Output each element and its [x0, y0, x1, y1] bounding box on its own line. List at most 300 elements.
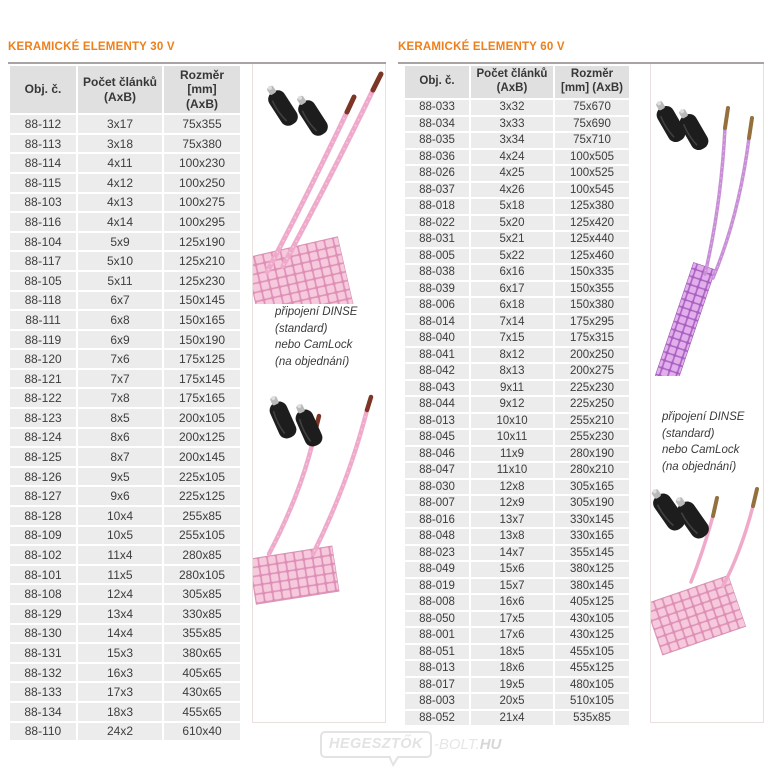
table-cell: 380x125: [555, 562, 629, 577]
table-cell: 88-050: [405, 612, 469, 627]
panel-body-60v: [398, 62, 764, 727]
table-cell: 4x14: [78, 213, 162, 231]
table-cell: 405x125: [555, 595, 629, 610]
table-cell: 88-003: [405, 694, 469, 709]
table-cell: 100x505: [555, 150, 629, 165]
table-cell: 75x380: [164, 135, 240, 153]
table-row: [10, 409, 240, 427]
table-row: [405, 694, 629, 709]
table-cell: 100x545: [555, 183, 629, 198]
table-row: [10, 664, 240, 682]
table-cell: 88-023: [405, 546, 469, 561]
table-cell: 24x2: [78, 723, 162, 741]
table-cell: 88-102: [10, 546, 76, 564]
table-cell: 125x210: [164, 252, 240, 270]
table-cell: 15x3: [78, 644, 162, 662]
table-row: [405, 579, 629, 594]
product-photo-60v-bottom: [651, 482, 765, 667]
table-cell: 88-013: [405, 414, 469, 429]
table-cell: 10x10: [471, 414, 553, 429]
table-cell: 88-022: [405, 216, 469, 231]
table-cell: 16x3: [78, 664, 162, 682]
table-cell: 100x250: [164, 174, 240, 192]
table-cell: 88-128: [10, 507, 76, 525]
table-cell: 88-131: [10, 644, 76, 662]
table-row: [10, 487, 240, 505]
table-cell: 18x3: [78, 703, 162, 721]
table-row: [10, 389, 240, 407]
table-row: [405, 166, 629, 181]
table-cell: 8x13: [471, 364, 553, 379]
table-cell: 8x12: [471, 348, 553, 363]
table-row: [10, 448, 240, 466]
table-cell: 19x5: [471, 678, 553, 693]
table-cell: 88-126: [10, 468, 76, 486]
panel-keramicke-elementy-60v: [398, 41, 764, 727]
table-cell: 150x165: [164, 311, 240, 329]
connection-note-30v: připojení DINSE (standard) nebo CamLock (na objednání): [275, 306, 358, 369]
table-cell: 255x105: [164, 527, 240, 545]
table-cell: 5x11: [78, 272, 162, 290]
table-cell: 13x8: [471, 529, 553, 544]
table-cell: 88-019: [405, 579, 469, 594]
table-cell: 88-005: [405, 249, 469, 264]
table-cell: 150x335: [555, 265, 629, 280]
table-cell: 430x65: [164, 683, 240, 701]
table-cell: 255x230: [555, 430, 629, 445]
table-row: [405, 315, 629, 330]
table-cell: 100x230: [164, 154, 240, 172]
table-cell: 17x5: [471, 612, 553, 627]
product-image-column-30v: [252, 64, 386, 723]
table-cell: 305x165: [555, 480, 629, 495]
table-cell: 88-039: [405, 282, 469, 297]
table-row: [405, 529, 629, 544]
table-cell: 3x33: [471, 117, 553, 132]
product-image-column-60v: [650, 64, 764, 723]
dinse-connector-icon: [261, 81, 301, 129]
table-cell: 355x85: [164, 625, 240, 643]
table-cell: 12x4: [78, 585, 162, 603]
table-cell: 88-035: [405, 133, 469, 148]
table-cell: 88-130: [10, 625, 76, 643]
table-row: [405, 711, 629, 726]
table-cell: 88-045: [405, 430, 469, 445]
table-cell: 11x9: [471, 447, 553, 462]
table-row: [405, 183, 629, 198]
table-cell: 430x105: [555, 612, 629, 627]
table-cell: 455x125: [555, 661, 629, 676]
table-cell: 9x12: [471, 397, 553, 412]
table-row: [405, 447, 629, 462]
table-header-row: [10, 66, 240, 113]
table-cell: 12x9: [471, 496, 553, 511]
table-cell: 150x355: [555, 282, 629, 297]
table-cell: 5x9: [78, 233, 162, 251]
table-cell: 17x6: [471, 628, 553, 643]
table-row: [10, 723, 240, 741]
table-cell: 88-006: [405, 298, 469, 313]
table-cell: 6x18: [471, 298, 553, 313]
col-header-rozmer: Rozměr [mm] (AxB): [164, 66, 240, 113]
table-cell: 88-030: [405, 480, 469, 495]
table-cell: 11x5: [78, 566, 162, 584]
table-row: [10, 350, 240, 368]
table-cell: 5x20: [471, 216, 553, 231]
table-cell: 3x18: [78, 135, 162, 153]
table-cell: 75x355: [164, 115, 240, 133]
table-cell: 88-052: [405, 711, 469, 726]
panel-body-30v: [8, 62, 386, 742]
table-row: [10, 154, 240, 172]
table-cell: 11x10: [471, 463, 553, 478]
table-row: [10, 703, 240, 721]
table-cell: 200x105: [164, 409, 240, 427]
table-row: [405, 414, 629, 429]
table-cell: 125x420: [555, 216, 629, 231]
table-cell: 125x190: [164, 233, 240, 251]
table-row: [10, 683, 240, 701]
table-row: [10, 311, 240, 329]
table-cell: 75x670: [555, 100, 629, 115]
table-cell: 5x10: [78, 252, 162, 270]
table-cell: 200x250: [555, 348, 629, 363]
table-cell: 20x5: [471, 694, 553, 709]
table-row: [405, 348, 629, 363]
table-cell: 4x11: [78, 154, 162, 172]
table-row: [405, 282, 629, 297]
table-cell: 10x4: [78, 507, 162, 525]
table-row: [10, 331, 240, 349]
table-row: [10, 468, 240, 486]
watermark-bubble: HEGESZTŐK: [320, 731, 432, 758]
table-cell: 88-017: [405, 678, 469, 693]
table-row: [405, 265, 629, 280]
table-cell: 175x315: [555, 331, 629, 346]
table-cell: 88-046: [405, 447, 469, 462]
table-row: [10, 429, 240, 447]
table-cell: 6x9: [78, 331, 162, 349]
table-cell: 88-013: [405, 661, 469, 676]
table-row: [405, 546, 629, 561]
table-cell: 88-105: [10, 272, 76, 290]
table-cell: 3x17: [78, 115, 162, 133]
table-row: [10, 566, 240, 584]
product-photo-30v-bottom: [253, 394, 389, 606]
table-cell: 125x440: [555, 232, 629, 247]
table-cell: 88-112: [10, 115, 76, 133]
dinse-connector-icon: [290, 401, 325, 449]
table-cell: 14x7: [471, 546, 553, 561]
table-cell: 88-008: [405, 595, 469, 610]
table-cell: 100x295: [164, 213, 240, 231]
table-cell: 88-038: [405, 265, 469, 280]
table-cell: 9x6: [78, 487, 162, 505]
table-cell: 10x5: [78, 527, 162, 545]
table-cell: 175x165: [164, 389, 240, 407]
table-cell: 16x6: [471, 595, 553, 610]
table-cell: 75x710: [555, 133, 629, 148]
table-cell: 255x210: [555, 414, 629, 429]
table-cell: 11x4: [78, 546, 162, 564]
table-cell: 125x460: [555, 249, 629, 264]
table-cell: 4x25: [471, 166, 553, 181]
table-cell: 88-127: [10, 487, 76, 505]
col-header-rozmer: Rozměr [mm] (AxB): [555, 66, 629, 98]
table-cell: 405x65: [164, 664, 240, 682]
table-cell: 88-049: [405, 562, 469, 577]
table-cell: 455x105: [555, 645, 629, 660]
table-cell: 255x85: [164, 507, 240, 525]
table-row: [10, 174, 240, 192]
table-cell: 4x26: [471, 183, 553, 198]
table-cell: 17x3: [78, 683, 162, 701]
table-cell: 88-122: [10, 389, 76, 407]
table-cell: 88-134: [10, 703, 76, 721]
table-cell: 9x5: [78, 468, 162, 486]
table-cell: 88-125: [10, 448, 76, 466]
table-cell: 305x85: [164, 585, 240, 603]
table-cell: 12x8: [471, 480, 553, 495]
table-cell: 10x11: [471, 430, 553, 445]
table-row: [10, 194, 240, 212]
table-row: [10, 507, 240, 525]
table-cell: 380x145: [555, 579, 629, 594]
table-cell: 4x13: [78, 194, 162, 212]
table-row: [10, 115, 240, 133]
panel-keramicke-elementy-30v: [8, 41, 386, 742]
table-cell: 510x105: [555, 694, 629, 709]
table-cell: 88-036: [405, 150, 469, 165]
table-row: [405, 232, 629, 247]
table-cell: 88-043: [405, 381, 469, 396]
table-row: [405, 430, 629, 445]
table-cell: 18x5: [471, 645, 553, 660]
table-cell: 8x5: [78, 409, 162, 427]
table-cell: 9x11: [471, 381, 553, 396]
table-cell: 88-018: [405, 199, 469, 214]
col-header-obj-c: Obj. č.: [405, 66, 469, 98]
table-cell: 8x7: [78, 448, 162, 466]
table-cell: 88-121: [10, 370, 76, 388]
table-row: [405, 150, 629, 165]
table-cell: 88-048: [405, 529, 469, 544]
table-cell: 88-031: [405, 232, 469, 247]
table-cell: 13x7: [471, 513, 553, 528]
table-cell: 88-044: [405, 397, 469, 412]
table-cell: 175x145: [164, 370, 240, 388]
table-cell: 88-042: [405, 364, 469, 379]
table-row: [405, 645, 629, 660]
table-cell: 88-040: [405, 331, 469, 346]
col-header-pocet-clanku: Počet článků (AxB): [471, 66, 553, 98]
table-row: [405, 117, 629, 132]
table-cell: 150x380: [555, 298, 629, 313]
col-header-obj-c: Obj. č.: [10, 66, 76, 113]
panel-title-30v: KERAMICKÉ ELEMENTY 30 V: [8, 41, 175, 53]
table-cell: 5x18: [471, 199, 553, 214]
table-row: [10, 233, 240, 251]
table-cell: 88-119: [10, 331, 76, 349]
table-cell: 6x8: [78, 311, 162, 329]
panel-title-60v: KERAMICKÉ ELEMENTY 60 V: [398, 41, 565, 53]
table-cell: 88-118: [10, 292, 76, 310]
table-row: [405, 381, 629, 396]
table-row: [10, 605, 240, 623]
table-cell: 355x145: [555, 546, 629, 561]
table-row: [10, 644, 240, 662]
table-cell: 4x12: [78, 174, 162, 192]
table-cell: 280x210: [555, 463, 629, 478]
table-cell: 5x21: [471, 232, 553, 247]
table-cell: 88-108: [10, 585, 76, 603]
table-cell: 225x250: [555, 397, 629, 412]
table-row: [10, 546, 240, 564]
table-cell: 175x295: [555, 315, 629, 330]
table-cell: 88-103: [10, 194, 76, 212]
table-row: [405, 364, 629, 379]
table-cell: 200x145: [164, 448, 240, 466]
table-row: [405, 216, 629, 231]
table-cell: 225x105: [164, 468, 240, 486]
connection-note-60v: připojení DINSE (standard) nebo CamLock (na objednání): [662, 411, 745, 474]
table-cell: 88-001: [405, 628, 469, 643]
table-cell: 225x230: [555, 381, 629, 396]
table-cell: 3x34: [471, 133, 553, 148]
table-cell: 380x65: [164, 644, 240, 662]
table-cell: 88-120: [10, 350, 76, 368]
table-cell: 480x105: [555, 678, 629, 693]
table-cell: 88-109: [10, 527, 76, 545]
table-cell: 88-114: [10, 154, 76, 172]
table-cell: 88-115: [10, 174, 76, 192]
table-cell: 7x14: [471, 315, 553, 330]
table-cell: 88-041: [405, 348, 469, 363]
table-cell: 88-026: [405, 166, 469, 181]
table-cell: 150x145: [164, 292, 240, 310]
table-cell: 280x190: [555, 447, 629, 462]
table-cell: 88-123: [10, 409, 76, 427]
table-cell: 15x7: [471, 579, 553, 594]
table-cell: 6x16: [471, 265, 553, 280]
watermark-logo: HEGESZTŐK -BOLT. HU: [320, 731, 501, 758]
table-cell: 330x145: [555, 513, 629, 528]
table-row: [405, 496, 629, 511]
table-cell: 100x275: [164, 194, 240, 212]
table-row: [10, 625, 240, 643]
table-row: [405, 249, 629, 264]
table-cell: 88-117: [10, 252, 76, 270]
table-row: [10, 370, 240, 388]
table-cell: 88-007: [405, 496, 469, 511]
table-cell: 430x125: [555, 628, 629, 643]
table-cell: 75x690: [555, 117, 629, 132]
table-row: [405, 397, 629, 412]
table-cell: 88-051: [405, 645, 469, 660]
col-header-pocet-clanku: Počet článků (AxB): [78, 66, 162, 113]
table-cell: 125x380: [555, 199, 629, 214]
table-cell: 88-047: [405, 463, 469, 478]
elements-table-60v: [403, 64, 631, 727]
table-row: [10, 135, 240, 153]
table-cell: 88-037: [405, 183, 469, 198]
table-cell: 305x190: [555, 496, 629, 511]
table-row: [10, 527, 240, 545]
table-cell: 100x525: [555, 166, 629, 181]
table-cell: 88-104: [10, 233, 76, 251]
table-cell: 280x105: [164, 566, 240, 584]
table-cell: 225x125: [164, 487, 240, 505]
table-row: [405, 595, 629, 610]
table-cell: 21x4: [471, 711, 553, 726]
table-cell: 5x22: [471, 249, 553, 264]
table-cell: 88-116: [10, 213, 76, 231]
table-cell: 15x6: [471, 562, 553, 577]
table-cell: 455x65: [164, 703, 240, 721]
table-cell: 330x165: [555, 529, 629, 544]
table-cell: 125x230: [164, 272, 240, 290]
table-cell: 200x125: [164, 429, 240, 447]
elements-table-30v: [8, 64, 242, 742]
table-row: [405, 661, 629, 676]
table-cell: 88-111: [10, 311, 76, 329]
table-cell: 175x125: [164, 350, 240, 368]
table-row: [405, 628, 629, 643]
table-cell: 200x275: [555, 364, 629, 379]
table-cell: 610x40: [164, 723, 240, 741]
table-cell: 330x85: [164, 605, 240, 623]
table-row: [405, 513, 629, 528]
table-row: [405, 100, 629, 115]
table-cell: 18x6: [471, 661, 553, 676]
table-cell: 7x8: [78, 389, 162, 407]
table-cell: 535x85: [555, 711, 629, 726]
table-cell: 7x7: [78, 370, 162, 388]
table-cell: 88-014: [405, 315, 469, 330]
table-cell: 4x24: [471, 150, 553, 165]
table-row: [405, 298, 629, 313]
table-row: [405, 199, 629, 214]
table-row: [10, 292, 240, 310]
table-cell: 88-101: [10, 566, 76, 584]
table-row: [10, 272, 240, 290]
table-cell: 88-113: [10, 135, 76, 153]
table-row: [405, 678, 629, 693]
table-cell: 3x32: [471, 100, 553, 115]
table-row: [10, 585, 240, 603]
table-row: [405, 562, 629, 577]
table-row: [405, 480, 629, 495]
table-row: [10, 252, 240, 270]
table-cell: 88-016: [405, 513, 469, 528]
product-photo-60v-top: [651, 76, 765, 376]
table-row: [405, 612, 629, 627]
table-cell: 7x6: [78, 350, 162, 368]
table-cell: 88-110: [10, 723, 76, 741]
table-cell: 88-132: [10, 664, 76, 682]
table-cell: 88-133: [10, 683, 76, 701]
table-cell: 6x7: [78, 292, 162, 310]
table-cell: 150x190: [164, 331, 240, 349]
table-row: [405, 331, 629, 346]
table-cell: 8x6: [78, 429, 162, 447]
table-row: [405, 133, 629, 148]
dinse-connector-icon: [264, 394, 299, 441]
table-cell: 7x15: [471, 331, 553, 346]
table-cell: 14x4: [78, 625, 162, 643]
table-cell: 88-129: [10, 605, 76, 623]
table-row: [10, 213, 240, 231]
